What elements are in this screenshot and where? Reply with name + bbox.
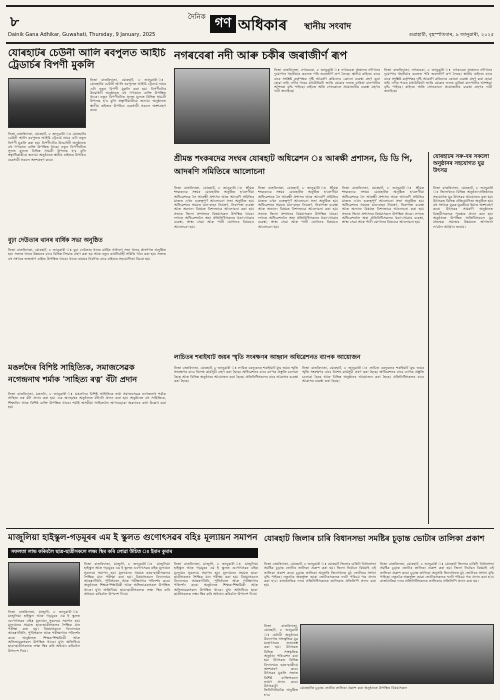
story-8-body: নিজা বাতৰিদাতা, মাজুলী, ৮ জানুৱাৰী ঃ মাজুলিয়া হাইস্কুল আৰু গড়মূৰৰ এম ই স্কুলত গুণোৎসৱৰ বহিঃ মূল্যায়ন সুকলমে সমাপন হয়। মূল্যায়নৰ সময়ত ছাত্ৰ-ছাত্ৰীসকলৰ শৈক্ষিক মান পৰীক্ষা কৰা হয়। বিষয়াসকলে বিদ্যালয়ৰ আন্তঃগাঁথনি, পুথিভঁৰাল আৰু পৰীক্ষাগাৰ পৰিদৰ্শন কৰে। অনুষ্ঠানত শিক্ষক-শিক্ষয়িত্ৰী আৰু অভিভাৱকসকল উপস্থিত থাকে। মুখ্য অতিথিয়ে ছাত্ৰ-ছাত্ৰীসকলক লক্ষ্য স্থিৰ কৰি অধ্যয়ন কৰিবলৈ উপদেশ দিয়ে। [8,610,80,653]
logo-name-b: অধিকাৰ [238,16,287,34]
logo-daily-label: দৈনিক [188,13,206,21]
story-8-photo [8,562,80,606]
dateline-english: Dainik Gana Adhikar, Guwahati, Thursday, 9 January, 2025 [8,32,156,38]
story-3-body: নিজা বাতৰিদাতা, মঙলদৈ, ৮ জানুৱাৰী ঃ মঙলদৈৰ বিশিষ্ট সাহিত্যিক তথা সমাজসেৱক নগেন্দ্ৰনাথ শৰ্মাক সাহিত্য ৰত্ন বঁটা প্ৰদান কৰা হয়। এক অনাড়ম্বৰ অনুষ্ঠানত বঁটাটো প্ৰদান কৰা হয়। অনুষ্ঠানত বহু সাহিত্যিক, শিক্ষাবিদ আৰু বিশিষ্ট ব্যক্তি উপস্থিত থাকে। শৰ্মাই অসমীয়া সাহিত্যলৈ আগবঢ়োৱা অৱদানৰ কথা উল্লেখ কৰা হয়। [8,392,166,409]
story-1-body-cont: নিজা বাতৰিদাতা, যোৰহাট, ৮ জানুৱাৰী ঃ যোৰহাটৰ চেউনী আলি ৰবপুলত আইচি ট্ৰেডাৰ্চ নামৰ এটা নতুন বিপণী মুকলি কৰা হয়। বিপণীটোৰ উদ্বোধনী অনুষ্ঠানত বহু গণ্যমান্য ব্যক্তি উপস্থিত থাকে। নতুন বিপণীটোত সুলভ মূল্যত বিভিন্ন সামগ্ৰী উপলব্ধ হ'ব বুলি স্বত্বাধিকাৰীয়ে জনায়। অনুষ্ঠানত স্থানীয় ৰাইজৰ উপৰিও ব্যৱসায়ী সকলে অংশগ্ৰহণ কৰে। [90,78,166,113]
story-5-body: নিজা বাতৰিদাতা, যোৰহাট, ৮ জানুৱাৰী ঃ শ্ৰীমন্ত শংকৰদেৱ সংঘৰ যোৰহাটত অনুষ্ঠিত হ'বলগীয়া অধিৱেশনক লৈ আৰক্ষী প্ৰশাসন আৰু আদৰণি সমিতিৰ মাজত এখন গুৰুত্বপূৰ্ণ আলোচনা সভা অনুষ্ঠিত হয়। অধিৱেশনৰ সময়ত যান-বাহন নিয়ন্ত্ৰণ, নিৰাপত্তা ব্যৱস্থা আৰু অন্যান্য বিষয়ত বিশদভাৱে আলোচনা কৰা হয়। সভাত জিলা প্ৰশাসনৰ বিষয়াসকল উপস্থিত থাকে। লগতে অধিৱেশনলৈ অহা প্ৰতিনিধিসকলৰ থকা-খোৱাৰ ব্যৱস্থা, স্বাস্থ্য সেৱা আৰু পানী যোগানৰ বিষয়েও আলোচনা হয়। [174,186,254,229]
story-9-body: নিজা বাতৰিদাতা, যোৰহাট, ৮ জানুৱাৰী ঃ যোৰহাট জিলাৰ চাৰিটা বিধানসভা সমষ্টিৰ চূড়ান্ত ভোটাৰ তালিকা প্ৰকাশ কৰা হয়। জিলা নিৰ্বাচন বিষয়াই এই তালিকা প্ৰকাশ কৰে। চূড়ান্ত তালিকা অনুসৰি জিলাখনত মুঠ ভোটাৰৰ সংখ্যা বৃদ্ধি পাইছে। নতুনকৈ অন্তৰ্ভুক্ত হোৱা ভোটাৰসকলক ফটো পৰিচয় পত্ৰ প্ৰদান কৰা হ'ব। ৰাজনৈতিক দলৰ প্ৰতিনিধিসকলক তালিকাৰ প্ৰতিলিপি প্ৰদান কৰা হয়। [264,562,376,588]
story-2-body: নিজা বাতৰিদাতা, যোৰহাট, ৮ জানুৱাৰী ঃ বুঢ়া দেউতাৰ থানৰ বাৰ্ষিক সাধাৰণ সভা থানৰ প্ৰাংগণত অনুষ্ঠিত হয়। সভাত থানৰ উন্নয়নৰ বাবে বিভিন্ন সিদ্ধান্ত গ্ৰহণ কৰা হয় আৰু নতুন কাৰ্যনিৰ্বাহী সমিতি গঠন কৰা হয়। সভাত বহু সংখ্যক ভক্তপ্ৰাণ ৰাইজ উপস্থিত থাকে। থানৰ নামঘৰ নিৰ্মাণৰ বাবে ৰাইজৰ সহযোগিতা বিচৰা হয়। [8,248,166,261]
story-1-photo [8,78,86,128]
story-6-headline: লাচিতৰ শৰাইঘাট জয়ৰ স্মৃতি সংৰক্ষণৰ আহ্বান অধিৱেশনত ব্যাপক আয়োজন [174,354,361,361]
story-1-headline: যোৰহাটৰ চেউনী আলি ৰবপুলত আইচি ট্ৰেডাৰ্চৰ বিপণী মুকলি [8,48,166,71]
story-8-headline: মাজুলিয়া হাইস্কুল-গড়মূৰৰ এম ই স্কুলত গুণোৎসৱৰ বহিঃ মূল্যায়ন সমাপন [8,533,258,543]
story-9-photo [300,624,494,684]
story-6-body: নিজা বাতৰিদাতা, যোৰহাট, ৮ জানুৱাৰী ঃ লাচিত বৰফুকনৰ শৰাইঘাট যুদ্ধ জয়ৰ স্মৃতি সংৰক্ষণৰ বাবে বিশেষ কাৰ্যসূচী গ্ৰহণ কৰা হৈছে। অধিৱেশনৰ বাবে ব্যাপক প্ৰস্তুতি চলোৱা হৈছে আৰু বিভিন্ন অনুষ্ঠানৰ আয়োজন কৰা হৈছে। প্ৰতিনিধিসকলৰ বাবে আৱাসৰ ব্যৱস্থা কৰা হৈছে। [174,366,298,383]
story-8-body-cont2: নিজা বাতৰিদাতা, মাজুলী, ৮ জানুৱাৰী ঃ মাজুলিয়া হাইস্কুল আৰু গড়মূৰৰ এম ই স্কুলত গুণোৎসৱৰ বহিঃ মূল্যায়ন সুকলমে সমাপন হয়। মূল্যায়নৰ সময়ত ছাত্ৰ-ছাত্ৰীসকলৰ শৈক্ষিক মান পৰীক্ষা কৰা হয়। বিষয়াসকলে বিদ্যালয়ৰ আন্তঃগাঁথনি, পুথিভঁৰাল আৰু পৰীক্ষাগাৰ পৰিদৰ্শন কৰে। অনুষ্ঠানত শিক্ষক-শিক্ষয়িত্ৰী আৰু অভিভাৱকসকল উপস্থিত থাকে। মুখ্য অতিথিয়ে ছাত্ৰ-ছাত্ৰীসকলক লক্ষ্য স্থিৰ কৰি অধ্যয়ন কৰিবলৈ উপদেশ দিয়ে। [174,562,258,597]
dateline-assamese: গুৱাহাটী, বৃহস্পতিবাৰ, ৯ জানুৱাৰী, ২০২৫ [408,32,494,38]
story-2-headline: বুঢ়া দেউতাৰ থানৰ বাৰ্ষিক সভা অনুষ্ঠিত [8,237,103,244]
masthead-top-rule [6,5,494,7]
story-8-subhead: সফলতা লাভ কৰিবলৈ ছাত্ৰ-ছাত্ৰীসকলে লক্ষ্য স্থিৰ কৰি লোৱা উচিত ঃ ইমান কুমাৰ [8,548,258,558]
story-5-headline: শ্ৰীমন্ত শংকৰদেৱ সংঘৰ যোৰহাট অধিৱেশন ঃ আৰক্ষী প্ৰশাসন, ডি ডি পি, আদৰণি সমিতিৰে আলোচনা [174,154,413,176]
page-number: ৮ [10,14,20,28]
bottom-divider [6,528,494,529]
story-1-body: নিজা বাতৰিদাতা, যোৰহাট, ৮ জানুৱাৰী ঃ যোৰহাটৰ চেউনী আলি ৰবপুলত আইচি ট্ৰেডাৰ্চ নামৰ এটা নতুন বিপণী মুকলি কৰা হয়। বিপণীটোৰ উদ্বোধনী অনুষ্ঠানত বহু গণ্যমান্য ব্যক্তি উপস্থিত থাকে। নতুন বিপণীটোত সুলভ মূল্যত বিভিন্ন সামগ্ৰী উপলব্ধ হ'ব বুলি স্বত্বাধিকাৰীয়ে জনায়। অনুষ্ঠানত স্থানীয় ৰাইজৰ উপৰিও ব্যৱসায়ী সকলে অংশগ্ৰহণ কৰে। [8,132,86,162]
story-9-body-cont: নিজা বাতৰিদাতা, যোৰহাট, ৮ জানুৱাৰী ঃ যোৰহাট জিলাৰ চাৰিটা বিধানসভা সমষ্টিৰ চূড়ান্ত ভোটাৰ তালিকা প্ৰকাশ কৰা হয়। জিলা নিৰ্বাচন বিষয়াই এই তালিকা প্ৰকাশ কৰে। চূড়ান্ত তালিকা অনুসৰি জিলাখনত মুঠ ভোটাৰৰ সংখ্যা বৃদ্ধি পাইছে। নতুনকৈ অন্তৰ্ভুক্ত হোৱা ভোটাৰসকলক ফটো পৰিচয় পত্ৰ প্ৰদান কৰা হ'ব। ৰাজনৈতিক দলৰ প্ৰতিনিধিসকলক তালিকাৰ প্ৰতিলিপি প্ৰদান কৰা হয়। [380,562,494,584]
section-label: স্থানীয় সংবাদ [304,22,352,31]
logo-block [210,15,236,33]
story-6-body-cont: নিজা বাতৰিদাতা, যোৰহাট, ৮ জানুৱাৰী ঃ লাচিত বৰফুকনৰ শৰাইঘাট যুদ্ধ জয়ৰ স্মৃতি সংৰক্ষণৰ বাবে বিশেষ কাৰ্যসূচী গ্ৰহণ কৰা হৈছে। অধিৱেশনৰ বাবে ব্যাপক প্ৰস্তুতি চলোৱা হৈছে আৰু বিভিন্ন অনুষ্ঠানৰ আয়োজন কৰা হৈছে। প্ৰতিনিধিসকলৰ বাবে আৱাসৰ ব্যৱস্থা কৰা হৈছে। [302,366,424,383]
story-7-body: নিজা বাতৰিদাতা, যোৰহাট, ৮ জানুৱাৰী ঃ জিলাখনৰ বিভিন্ন অনুষ্ঠান-প্ৰতিষ্ঠানৰ সহযোগত যুৱ উৎসৱৰ আয়োজন কৰা হয়। উৎসৱত বিভিন্ন প্ৰতিযোগিতা অনুষ্ঠিত হয়। বহু সংখ্যক যুৱক-যুৱতীয়ে ইয়াত অংশগ্ৰহণ কৰে। উৎসৱৰ সামৰণি অনুষ্ঠানত বিজয়ীসকলক পুৰস্কাৰ প্ৰদান কৰা হয়। অনুষ্ঠানত উপস্থিত অতিথিসকলে যুৱ প্ৰজন্মক সমাজৰ উন্নয়নত আগভাগ ল'বলৈ আহ্বান জনায়। [433,186,493,229]
story-4-body: নিজা বাতৰিদাতা, নগৰবেৰা, ৮ জানুৱাৰী ঃ নগৰবেৰা অঞ্চলৰ নদীখনৰ দুয়োপাৰ খহনীয়াৰ কবলত পৰি জৰাজীৰ্ণ ৰূপ লৈছে। স্থানীয় ৰাইজে বাৰে বাৰে সংশ্লিষ্ট কৰ্তৃপক্ষৰ দৃষ্টি আকৰ্ষণ কৰিলেও কোনো ব্যৱস্থা গ্ৰহণ কৰা হোৱা নাই। নদীৰ পাৰৰ মথাউৰিটো ভাঙি যোৱাৰ ফলত বাৰিষা বানপানীৰ আশংকা বৃদ্ধি পাইছে। ৰাইজে অতি সোনকালে প্ৰয়োজনীয় ব্যৱস্থা গ্ৰহণৰ দাবী জনাইছে। [274,68,380,94]
masthead-bottom-rule [6,42,494,44]
story-10-body: নিজা বাতৰিদাতা, যোৰহাট, ৮ জানুৱাৰী ঃ মেধাবী অনুষ্ঠানৰ উদ্যোগত সাংস্কৃতিক যুৱ মহোৎসৱৰ শুভাৰম্ভ কৰা হয়। উৎসৱত বিভিন্ন সাংস্কৃতিক অনুষ্ঠান পৰিৱেশন কৰা হয়। উৎসৱত বিভিন্ন বিদ্যালয়ৰ ছাত্ৰ-ছাত্ৰীয়ে অংশগ্ৰহণ কৰে। উৎসৱৰ মুকলি সভাত বিশিষ্ট ব্যক্তিসকলে ভাষণ প্ৰদান কৰে। উৎসৱটো তিনিদিনীয়াকৈ অনুষ্ঠিত হ'ব। [264,624,298,696]
story-9-caption: যোৰহাটত চূড়ান্ত ভোটাৰ তালিকা প্ৰকাশ কৰা অনুষ্ঠানত উপস্থিত বিষয়াসকল [300,686,408,690]
story-4-headline: নগৰবেৰা নদী আৰু চকীৰ জৰাজীৰ্ণ ৰূপ [174,49,348,62]
story-5-body-cont: নিজা বাতৰিদাতা, যোৰহাট, ৮ জানুৱাৰী ঃ শ্ৰীমন্ত শংকৰদেৱ সংঘৰ যোৰহাটত অনুষ্ঠিত হ'বলগীয়া অধিৱেশনক লৈ আৰক্ষী প্ৰশাসন আৰু আদৰণি সমিতিৰ মাজত এখন গুৰুত্বপূৰ্ণ আলোচনা সভা অনুষ্ঠিত হয়। অধিৱেশনৰ সময়ত যান-বাহন নিয়ন্ত্ৰণ, নিৰাপত্তা ব্যৱস্থা আৰু অন্যান্য বিষয়ত বিশদভাৱে আলোচনা কৰা হয়। সভাত জিলা প্ৰশাসনৰ বিষয়াসকল উপস্থিত থাকে। লগতে অধিৱেশনলৈ অহা প্ৰতিনিধিসকলৰ থকা-খোৱাৰ ব্যৱস্থা, স্বাস্থ্য সেৱা আৰু পানী যোগানৰ বিষয়েও আলোচনা হয়। [258,186,338,229]
story-9-headline: যোৰহাট জিলাৰ চাৰি বিধানসভা সমষ্টিৰ চূড়ান্ত ভোটাৰ তালিকা প্ৰকাশ [264,534,485,543]
masthead [6,8,494,42]
logo-name-a: গণ [214,16,232,31]
story-4-body-cont: নিজা বাতৰিদাতা, নগৰবেৰা, ৮ জানুৱাৰী ঃ নগৰবেৰা অঞ্চলৰ নদীখনৰ দুয়োপাৰ খহনীয়াৰ কবলত পৰি জৰাজীৰ্ণ ৰূপ লৈছে। স্থানীয় ৰাইজে বাৰে বাৰে সংশ্লিষ্ট কৰ্তৃপক্ষৰ দৃষ্টি আকৰ্ষণ কৰিলেও কোনো ব্যৱস্থা গ্ৰহণ কৰা হোৱা নাই। নদীৰ পাৰৰ মথাউৰিটো ভাঙি যোৱাৰ ফলত বাৰিষা বানপানীৰ আশংকা বৃদ্ধি পাইছে। ৰাইজে অতি সোনকালে প্ৰয়োজনীয় ব্যৱস্থা গ্ৰহণৰ দাবী জনাইছে। [384,68,492,94]
story-7-box [428,152,494,524]
story-8-body-cont: নিজা বাতৰিদাতা, মাজুলী, ৮ জানুৱাৰী ঃ মাজুলিয়া হাইস্কুল আৰু গড়মূৰৰ এম ই স্কুলত গুণোৎসৱৰ বহিঃ মূল্যায়ন সুকলমে সমাপন হয়। মূল্যায়নৰ সময়ত ছাত্ৰ-ছাত্ৰীসকলৰ শৈক্ষিক মান পৰীক্ষা কৰা হয়। বিষয়াসকলে বিদ্যালয়ৰ আন্তঃগাঁথনি, পুথিভঁৰাল আৰু পৰীক্ষাগাৰ পৰিদৰ্শন কৰে। অনুষ্ঠানত শিক্ষক-শিক্ষয়িত্ৰী আৰু অভিভাৱকসকল উপস্থিত থাকে। মুখ্য অতিথিয়ে ছাত্ৰ-ছাত্ৰীসকলক লক্ষ্য স্থিৰ কৰি অধ্যয়ন কৰিবলৈ উপদেশ দিয়ে। [84,562,170,597]
story-3-headline: মঙলদৈৰ বিশিষ্ট সাহিত্যিক, সমাজসেৱক নগেন্দ্ৰনাথ শৰ্মাক 'সাহিত্য ৰত্ন' বঁটা প্ৰদান [8,363,138,384]
story-7-headline: যোৰহাটৰ সৰু-বৰ সকলো অনুষ্ঠানৰ সহযোগত যুৱ উৎসৱ [433,154,490,174]
story-5-body-cont2: নিজা বাতৰিদাতা, যোৰহাট, ৮ জানুৱাৰী ঃ শ্ৰীমন্ত শংকৰদেৱ সংঘৰ যোৰহাটত অনুষ্ঠিত হ'বলগীয়া অধিৱেশনক লৈ আৰক্ষী প্ৰশাসন আৰু আদৰণি সমিতিৰ মাজত এখন গুৰুত্বপূৰ্ণ আলোচনা সভা অনুষ্ঠিত হয়। অধিৱেশনৰ সময়ত যান-বাহন নিয়ন্ত্ৰণ, নিৰাপত্তা ব্যৱস্থা আৰু অন্যান্য বিষয়ত বিশদভাৱে আলোচনা কৰা হয়। সভাত জিলা প্ৰশাসনৰ বিষয়াসকল উপস্থিত থাকে। লগতে অধিৱেশনলৈ অহা প্ৰতিনিধিসকলৰ থকা-খোৱাৰ ব্যৱস্থা, স্বাস্থ্য সেৱা আৰু পানী যোগানৰ বিষয়েও আলোচনা হয়। [342,186,424,225]
story-4-photo [174,68,270,144]
